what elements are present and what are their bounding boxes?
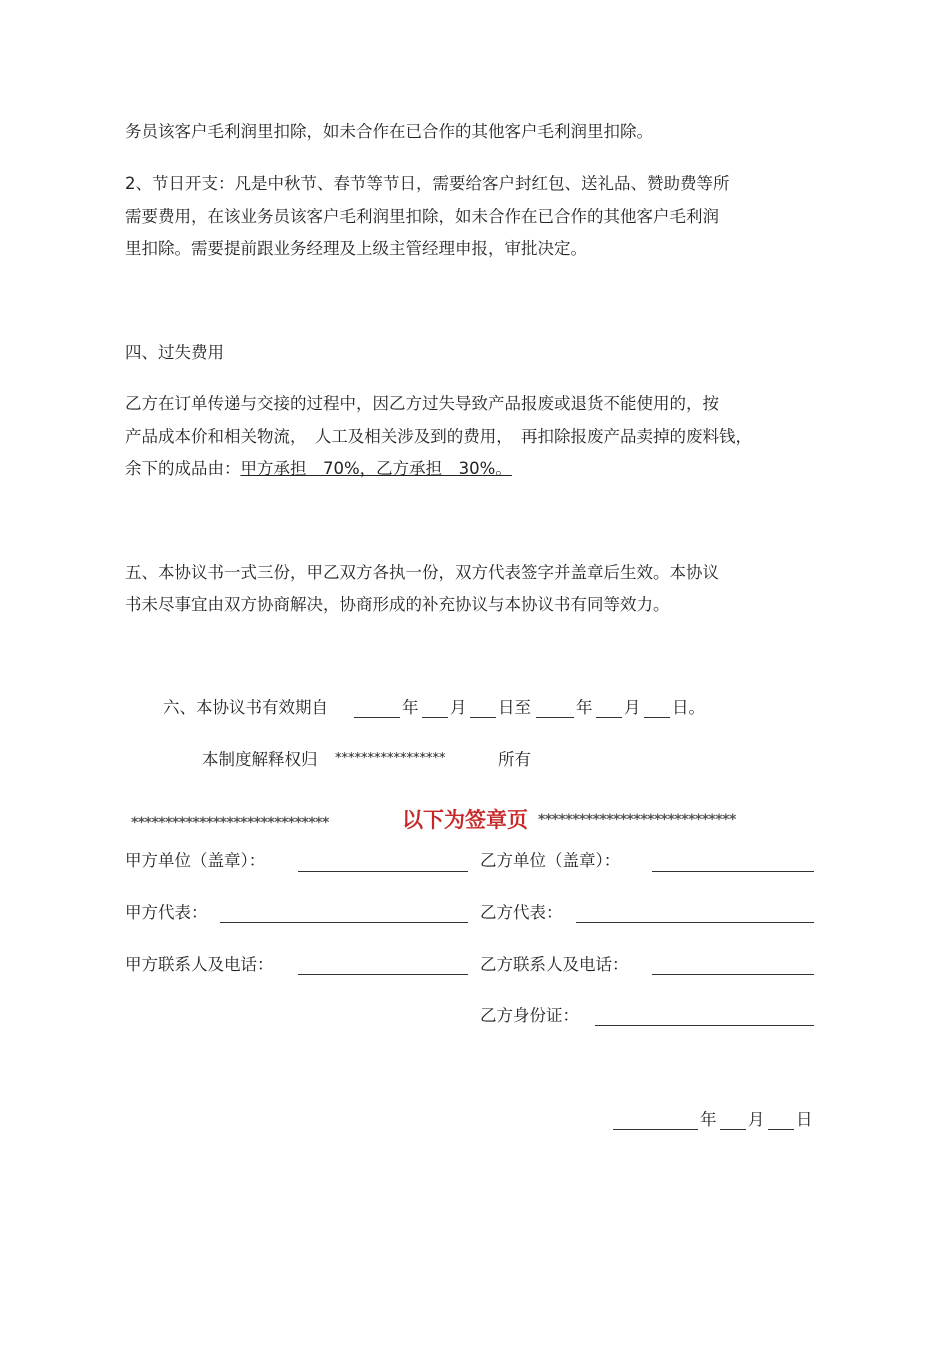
- start-month-blank[interactable]: [422, 717, 448, 718]
- party-a-contact-label: 甲方联系人及电话：: [125, 955, 274, 974]
- section6-prefix: 六、本协议书有效期自: [163, 698, 328, 717]
- party-b-contact-label: 乙方联系人及电话：: [480, 955, 629, 974]
- section4-heading: 四、过失费用: [125, 343, 224, 362]
- rights-prefix: 本制度解释权归: [202, 750, 318, 769]
- banner-stars-left: *****************************: [131, 815, 329, 831]
- sign-day-label: 日: [796, 1110, 813, 1129]
- section3-item2-line3: 里扣除。需要提前跟业务经理及上级主管经理申报，审批决定。: [125, 239, 587, 258]
- party-b-unit-label: 乙方单位（盖章）：: [480, 851, 621, 870]
- section6-year2: 年: [576, 698, 593, 717]
- section4-line3: [125, 461, 512, 478]
- rights-suffix: 所有: [498, 750, 531, 769]
- section3-item2-line1: 2、节日开支：凡是中秋节、春节等节日，需要给客户封红包、送礼品、赞助费等所: [125, 174, 730, 193]
- sign-year-blank[interactable]: [613, 1129, 698, 1130]
- party-b-rep-label: 乙方代表：: [480, 903, 563, 922]
- section5-line2: 书未尽事宜由双方协商解决，协商形成的补充协议与本协议书有同等效力。: [125, 595, 670, 614]
- party-a-rep-field[interactable]: [220, 922, 468, 923]
- rights-mask: *****************: [335, 751, 446, 766]
- party-a-contact-field[interactable]: [298, 974, 468, 975]
- section5-line1: 五、本协议书一式三份，甲乙双方各执一份，双方代表签字并盖章后生效。本协议: [125, 563, 719, 582]
- start-year-blank[interactable]: [354, 717, 400, 718]
- party-b-rep-field[interactable]: [576, 922, 814, 923]
- section6-month2: 月: [624, 698, 641, 717]
- section3-item2-line2: 需要费用，在该业务员该客户毛利润里扣除，如未合作在已合作的其他客户毛利润: [125, 207, 719, 226]
- section4-line3-prefix: 余下的成品由：: [125, 459, 241, 478]
- party-b-contact-field[interactable]: [652, 974, 814, 975]
- party-b-id-label: 乙方身份证：: [480, 1006, 579, 1025]
- section4-line2: 产品成本价和相关物流， 人工及相关涉及到的费用， 再扣除报废产品卖掉的废料钱，: [125, 427, 752, 446]
- banner-stars-right: *****************************: [538, 812, 736, 828]
- sign-month-label: 月: [748, 1110, 765, 1129]
- banner-title: 以下为签章页: [402, 807, 528, 832]
- party-a-unit-label: 甲方单位（盖章）：: [125, 851, 266, 870]
- section6-day-end: 日。: [672, 698, 705, 717]
- end-day-blank[interactable]: [644, 717, 670, 718]
- end-month-blank[interactable]: [596, 717, 622, 718]
- party-a-rep-label: 甲方代表：: [125, 903, 208, 922]
- party-a-unit-field[interactable]: [298, 871, 468, 872]
- section6-month1: 月: [450, 698, 467, 717]
- start-day-blank[interactable]: [470, 717, 496, 718]
- sign-day-blank[interactable]: [768, 1129, 794, 1130]
- section6-day-to: 日至: [498, 698, 531, 717]
- party-b-id-field[interactable]: [595, 1025, 814, 1026]
- end-year-blank[interactable]: [536, 717, 574, 718]
- section4-line1: 乙方在订单传递与交接的过程中，因乙方过失导致产品报废或退货不能使用的，按: [125, 394, 719, 413]
- party-b-unit-field[interactable]: [652, 871, 814, 872]
- section3-line1: 务员该客户毛利润里扣除，如未合作在已合作的其他客户毛利润里扣除。: [125, 122, 653, 141]
- sign-year-label: 年: [700, 1110, 717, 1129]
- cost-split-underlined: 甲方承担 70%，乙方承担 30%。: [240, 459, 512, 478]
- sign-month-blank[interactable]: [720, 1129, 746, 1130]
- section6-year1: 年: [402, 698, 419, 717]
